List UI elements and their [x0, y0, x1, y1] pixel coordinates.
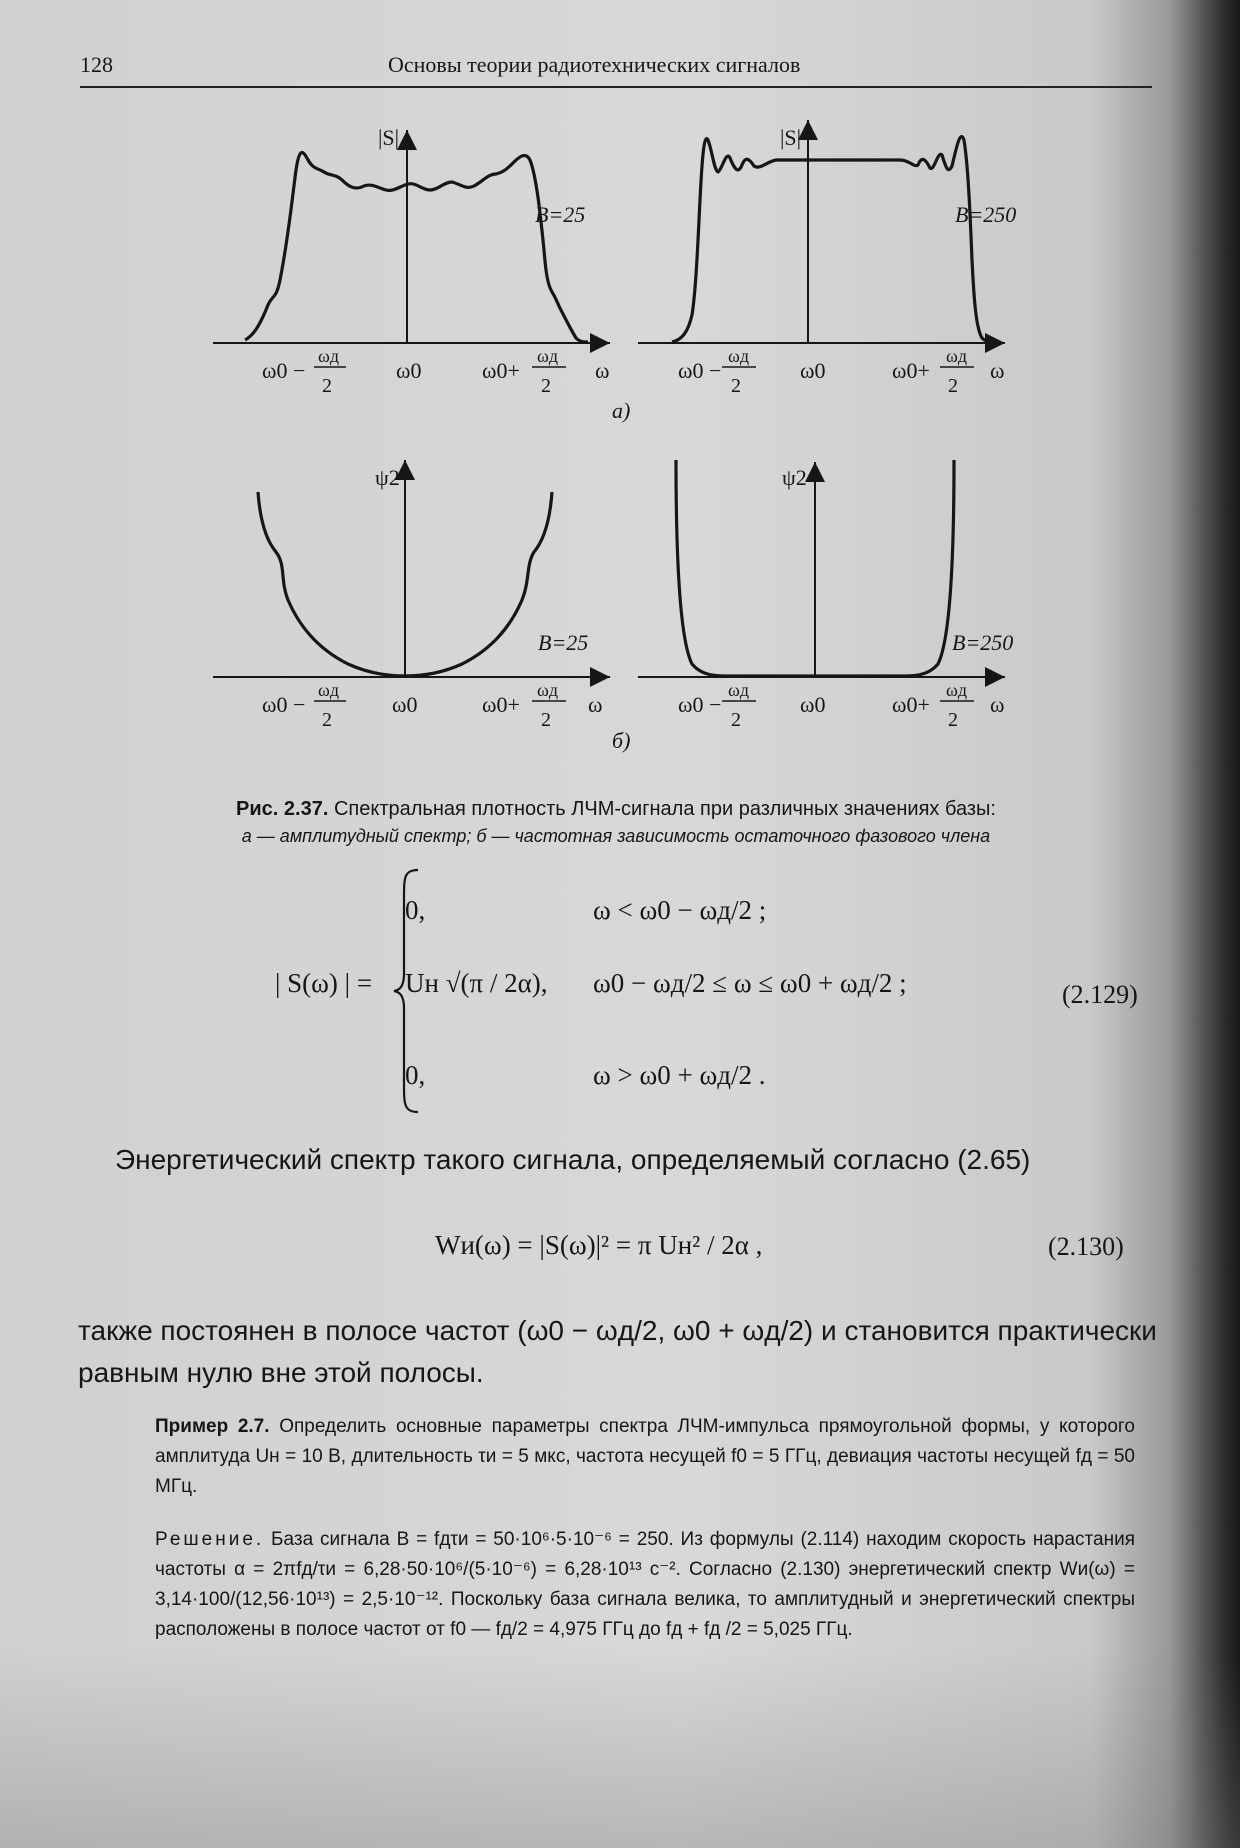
paragraph-after-eq-line2: равным нулю вне этой полосы. [78, 1357, 484, 1388]
paragraph-after-eq-line1: также постоянен в полосе частот (ω0 − ωд/2, ω0 + ωд/2) и становится практически [78, 1315, 1157, 1346]
base-label: B=250 [952, 630, 1014, 655]
eq-2130-number: (2.130) [1048, 1232, 1124, 1261]
running-title: Основы теории радиотехнических сигналов [388, 52, 801, 77]
page-number: 128 [80, 52, 113, 77]
svg-text:2: 2 [948, 375, 958, 397]
example-text: Определить основные параметры спектра ЛЧМ-импульса прямоугольной формы, у которого амплитуда Uн = 10 В, длительность τи = 5 мкс, частота несущей f0 = 5 ГГц, девиация частоты несущей fд = 50 МГц. [155, 1416, 1135, 1497]
base-label: B=25 [535, 202, 586, 227]
eq-case3-value: 0, [405, 1060, 426, 1090]
svg-text:ω0: ω0 [396, 358, 422, 383]
figure-caption [80, 798, 1152, 821]
svg-text:2: 2 [541, 375, 551, 397]
figure-caption-line2: а — амплитудный спектр; б — частотная зависимость остаточного фазового члена [241, 826, 991, 846]
y-axis-label: ψ2 [375, 465, 400, 490]
base-label: B=25 [538, 630, 589, 655]
base-label: B=250 [955, 202, 1017, 227]
amplitude-curve-b25 [245, 153, 588, 342]
paragraph-energy-intro: Энергетический спектр такого сигнала, определяемый согласно (2.65) [115, 1144, 1031, 1175]
svg-text:ω0 −: ω0 − [678, 692, 722, 717]
eq-case1-value: 0, [405, 895, 426, 925]
svg-text:ω0+: ω0+ [892, 692, 930, 717]
svg-text:ω0+: ω0+ [892, 358, 930, 383]
figure-caption-label: Рис. 2.37. [236, 798, 329, 820]
y-axis-label: ψ2 [782, 465, 807, 490]
svg-text:ωд: ωд [537, 346, 559, 366]
svg-text:ω0 −: ω0 − [262, 692, 306, 717]
panel-b-right-xticks [678, 680, 1004, 731]
example-2-7 [155, 1412, 1135, 1502]
svg-text:ωд: ωд [946, 680, 968, 700]
svg-text:ω: ω [990, 692, 1005, 717]
solution [155, 1525, 1135, 1645]
panel-a-left-spectrum [213, 125, 610, 343]
eq-2130-expr: Wи(ω) = |S(ω)|² = π Uн² / 2α , [435, 1230, 763, 1260]
panel-b-right-phase [638, 460, 1013, 677]
y-axis-label: |S| [780, 125, 802, 150]
svg-text:ω0: ω0 [800, 358, 826, 383]
panel-a-right-spectrum [638, 120, 1016, 343]
svg-text:ω0+: ω0+ [482, 692, 520, 717]
svg-text:ω: ω [588, 692, 603, 717]
figure-2-37 [0, 0, 1240, 790]
svg-text:2: 2 [948, 709, 958, 731]
svg-text:ω: ω [595, 358, 610, 383]
svg-text:ω0: ω0 [800, 692, 826, 717]
svg-text:ωд: ωд [728, 680, 750, 700]
eq-case3-cond: ω > ω0 + ωд/2 . [593, 1060, 766, 1090]
eq-number: (2.129) [1062, 980, 1138, 1009]
page-bottom-fade [0, 1648, 1240, 1848]
amplitude-curve-b250 [672, 137, 994, 342]
svg-text:ωд: ωд [537, 680, 559, 700]
panel-b-label: б) [612, 728, 631, 753]
svg-text:2: 2 [322, 709, 332, 731]
eq-case1-cond: ω < ω0 − ωд/2 ; [593, 895, 767, 925]
svg-text:ω: ω [990, 358, 1005, 383]
example-label: Пример 2.7. [155, 1416, 270, 1437]
figure-caption-text: Спектральная плотность ЛЧМ-сигнала при различных значениях базы: [333, 798, 996, 820]
panel-a-left-xticks [262, 346, 609, 397]
svg-text:2: 2 [541, 709, 551, 731]
solution-label: Решение. [155, 1529, 265, 1550]
panel-a-label: а) [612, 398, 631, 423]
binding-shadow [1170, 0, 1240, 1848]
panel-b-left-xticks [262, 680, 602, 731]
eq-case2-cond: ω0 − ωд/2 ≤ ω ≤ ω0 + ωд/2 ; [593, 968, 907, 998]
svg-text:ωд: ωд [318, 680, 340, 700]
svg-text:2: 2 [322, 375, 332, 397]
svg-text:2: 2 [731, 375, 741, 397]
svg-text:ω0: ω0 [392, 692, 418, 717]
y-axis-label: |S| [378, 125, 400, 150]
svg-text:ωд: ωд [946, 346, 968, 366]
solution-text: База сигнала B = fдτи = 50·10⁶·5·10⁻⁶ = 250. Из формулы (2.114) находим скорость нарастания частоты α = 2πfд/τи = 6,28·50·10⁶/(5·10⁻⁶) = 6,28·10¹³ с⁻². Согласно (2.130) энергетический спектр Wи(ω) = 3,14·100/(12,56·10¹³) = 2,5·10⁻¹². Поскольку база сигнала велика, то амплитудный и энергетический спектры расположены в полосе частот от f0 — fд/2 = 4,975 ГГц до fд + fд /2 = 5,025 ГГц. [155, 1529, 1136, 1640]
eq-lhs: | S(ω) | = [275, 968, 373, 998]
svg-text:ω0 −: ω0 − [262, 358, 306, 383]
svg-text:ω0+: ω0+ [482, 358, 520, 383]
panel-a-right-xticks [678, 346, 1004, 397]
eq-case2-value: Uн √(π / 2α), [405, 968, 548, 998]
panel-b-left-phase [213, 460, 610, 677]
svg-text:ωд: ωд [728, 346, 750, 366]
svg-text:ω0 −: ω0 − [678, 358, 722, 383]
svg-text:ωд: ωд [318, 346, 340, 366]
svg-text:2: 2 [731, 709, 741, 731]
